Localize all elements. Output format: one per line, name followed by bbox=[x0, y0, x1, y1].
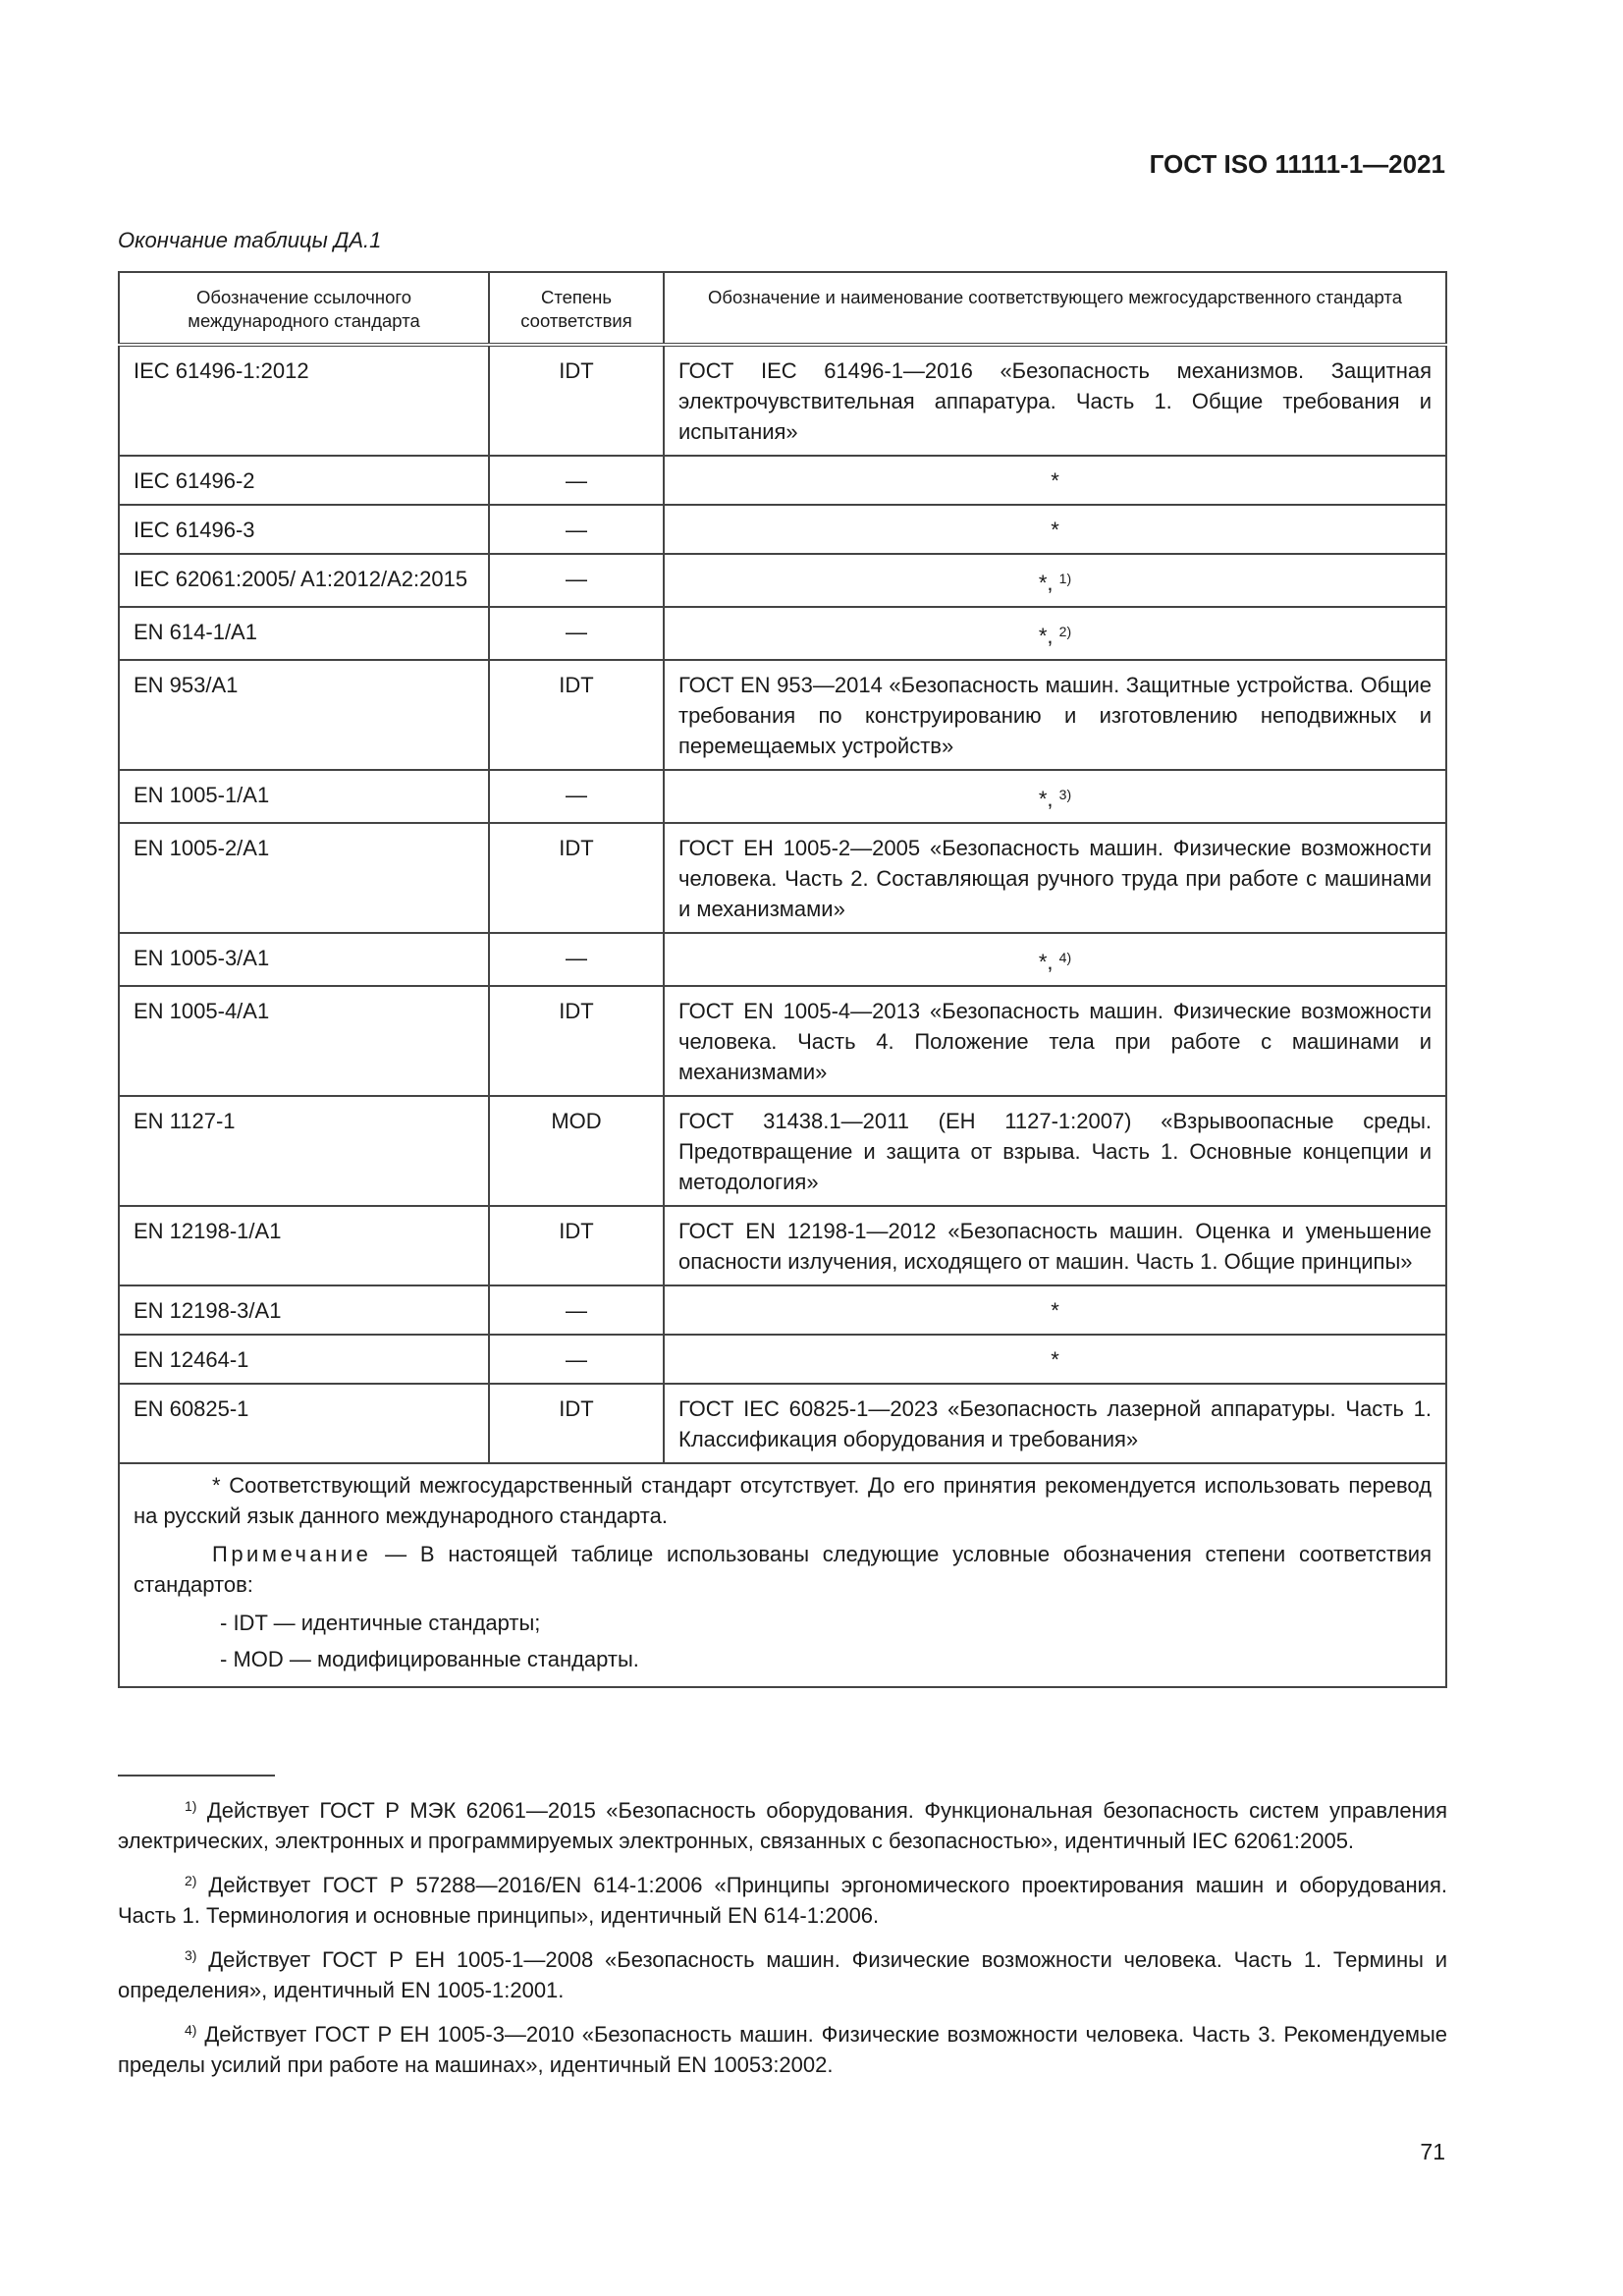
footnote-mark: 1) bbox=[185, 1798, 197, 1814]
interstate-standard-cell bbox=[664, 933, 1446, 986]
standard-text: * bbox=[1051, 518, 1059, 542]
table-row bbox=[119, 607, 1446, 660]
reference-standard-cell: EN 1127-1 bbox=[119, 1096, 489, 1206]
footnote-mark: 3) bbox=[185, 1947, 197, 1963]
footnote-text: Действует ГОСТ Р ЕН 1005-1—2008 «Безопасность машин. Физические возможности человека. Часть 1. Термины и определения», идентичный EN 1005-1:2001. bbox=[118, 1947, 1447, 2002]
reference-standard-cell: EN 1005-1/A1 bbox=[119, 770, 489, 823]
footnote bbox=[118, 1941, 1447, 2005]
table-row bbox=[119, 554, 1446, 607]
column-header-degree: Степень соответствия bbox=[489, 272, 664, 345]
table-row bbox=[119, 456, 1446, 505]
footnote-reference: 1) bbox=[1058, 571, 1072, 586]
page-number: 71 bbox=[1420, 2139, 1445, 2164]
note-label: Примечание bbox=[212, 1542, 372, 1566]
table-caption: Окончание таблицы ДА.1 bbox=[118, 228, 382, 252]
table-notes bbox=[119, 1463, 1446, 1687]
standard-text: *, bbox=[1038, 787, 1054, 811]
standard-text: *, bbox=[1038, 950, 1054, 974]
interstate-standard-cell bbox=[664, 1384, 1446, 1463]
degree-cell: — bbox=[489, 554, 664, 607]
note-text: — В настоящей таблице использованы следующие условные обозначения степени соответствия стандартов: bbox=[134, 1542, 1432, 1597]
standard-text: ГОСТ ЕН 1005-2—2005 «Безопасность машин. Физические возможности человека. Часть 2. Составляющая ручного труда при работе с машинами и механизмами» bbox=[678, 836, 1432, 921]
standard-text: *, bbox=[1038, 571, 1054, 595]
degree-cell: — bbox=[489, 1335, 664, 1384]
footnote-mark: 4) bbox=[185, 2022, 197, 2038]
interstate-standard-cell bbox=[664, 554, 1446, 607]
legend-item: - MOD — модифицированные стандарты. bbox=[220, 1647, 639, 1671]
degree-cell: IDT bbox=[489, 823, 664, 933]
footnote-text: Действует ГОСТ Р 57288—2016/EN 614-1:2006 «Принципы эргономического проектирования машин и оборудования. Часть 1. Терминология и основные принципы», идентичный EN 614-1:2006. bbox=[118, 1873, 1447, 1928]
standard-text: * bbox=[1051, 468, 1059, 493]
footnote-reference: 4) bbox=[1058, 950, 1072, 965]
degree-cell: IDT bbox=[489, 660, 664, 770]
degree-cell: MOD bbox=[489, 1096, 664, 1206]
reference-standard-cell: EN 1005-2/A1 bbox=[119, 823, 489, 933]
footnote-reference: 3) bbox=[1058, 787, 1072, 802]
degree-cell: — bbox=[489, 607, 664, 660]
degree-cell: IDT bbox=[489, 345, 664, 456]
column-header-reference: Обозначение ссылочного международного стандарта bbox=[119, 272, 489, 345]
table-row bbox=[119, 660, 1446, 770]
degree-cell: IDT bbox=[489, 1384, 664, 1463]
interstate-standard-cell bbox=[664, 660, 1446, 770]
table-row bbox=[119, 1285, 1446, 1335]
legend-item: - IDT — идентичные стандарты; bbox=[220, 1611, 541, 1635]
degree-cell: — bbox=[489, 1285, 664, 1335]
column-header-standard: Обозначение и наименование соответствующего межгосударственного стандарта bbox=[664, 272, 1446, 345]
interstate-standard-cell bbox=[664, 1096, 1446, 1206]
reference-standard-cell: EN 1005-4/A1 bbox=[119, 986, 489, 1096]
reference-standard-cell: IEC 61496-2 bbox=[119, 456, 489, 505]
star-note: * Соответствующий межгосударственный стандарт отсутствует. До его принятия рекомендуется использовать перевод на русский язык данного международного стандарта. bbox=[134, 1473, 1432, 1528]
table-row bbox=[119, 1206, 1446, 1285]
table-row bbox=[119, 1384, 1446, 1463]
standard-text: ГОСТ 31438.1—2011 (ЕН 1127-1:2007) «Взрывоопасные среды. Предотвращение и защита от взрыва. Часть 1. Основные концепции и методология» bbox=[678, 1109, 1432, 1194]
footnote-mark: 2) bbox=[185, 1873, 197, 1888]
standards-table bbox=[118, 271, 1447, 1688]
table-row bbox=[119, 345, 1446, 456]
footnote bbox=[118, 1791, 1447, 1856]
footnote-text: Действует ГОСТ Р ЕН 1005-3—2010 «Безопасность машин. Физические возможности человека. Часть 3. Рекомендуемые пределы усилий при работе на машинах», идентичный EN 10053:2002. bbox=[118, 2022, 1447, 2077]
note-paragraph bbox=[134, 1539, 1432, 1600]
degree-cell: — bbox=[489, 770, 664, 823]
standard-text: ГОСТ IEC 61496-1—2016 «Безопасность механизмов. Защитная электрочувствительная аппаратура. Часть 1. Общие требования и испытания» bbox=[678, 358, 1432, 444]
reference-standard-cell: EN 60825-1 bbox=[119, 1384, 489, 1463]
standard-text: * bbox=[1051, 1298, 1059, 1323]
standard-text: * bbox=[1051, 1347, 1059, 1372]
interstate-standard-cell bbox=[664, 1285, 1446, 1335]
degree-cell: — bbox=[489, 933, 664, 986]
table-row bbox=[119, 933, 1446, 986]
interstate-standard-cell bbox=[664, 505, 1446, 554]
reference-standard-cell: EN 953/A1 bbox=[119, 660, 489, 770]
footnote-separator bbox=[118, 1775, 275, 1777]
table-row bbox=[119, 770, 1446, 823]
footnote bbox=[118, 1866, 1447, 1931]
reference-standard-cell: EN 12198-3/A1 bbox=[119, 1285, 489, 1335]
degree-cell: IDT bbox=[489, 1206, 664, 1285]
interstate-standard-cell bbox=[664, 986, 1446, 1096]
table-row bbox=[119, 505, 1446, 554]
footnote bbox=[118, 2015, 1447, 2080]
table-row bbox=[119, 1096, 1446, 1206]
table-notes-row bbox=[119, 1463, 1446, 1687]
footnotes bbox=[118, 1791, 1447, 2090]
footnote-text: Действует ГОСТ Р МЭК 62061—2015 «Безопасность оборудования. Функциональная безопасность систем управления электрических, электронных и программируемых электронных, связанных с безопасностью», идентичный IEC 62061:2005. bbox=[118, 1798, 1447, 1853]
interstate-standard-cell bbox=[664, 345, 1446, 456]
interstate-standard-cell bbox=[664, 823, 1446, 933]
table-row bbox=[119, 823, 1446, 933]
reference-standard-cell: EN 614-1/A1 bbox=[119, 607, 489, 660]
interstate-standard-cell bbox=[664, 770, 1446, 823]
interstate-standard-cell bbox=[664, 456, 1446, 505]
degree-cell: IDT bbox=[489, 986, 664, 1096]
interstate-standard-cell bbox=[664, 607, 1446, 660]
standard-text: ГОСТ EN 953—2014 «Безопасность машин. Защитные устройства. Общие требования по конструированию и изготовлению неподвижных и перемещаемых устройств» bbox=[678, 673, 1432, 758]
reference-standard-cell: EN 12198-1/A1 bbox=[119, 1206, 489, 1285]
table-row bbox=[119, 1335, 1446, 1384]
reference-standard-cell: EN 1005-3/A1 bbox=[119, 933, 489, 986]
standard-text: *, bbox=[1038, 624, 1054, 648]
degree-cell: — bbox=[489, 505, 664, 554]
standard-text: ГОСТ EN 1005-4—2013 «Безопасность машин. Физические возможности человека. Часть 4. Положение тела при работе с машинами и механизмами» bbox=[678, 999, 1432, 1084]
standard-text: ГОСТ EN 12198-1—2012 «Безопасность машин. Оценка и уменьшение опасности излучения, исходящего от машин. Часть 1. Общие принципы» bbox=[678, 1219, 1432, 1274]
table-header-row bbox=[119, 272, 1446, 345]
reference-standard-cell: EN 12464-1 bbox=[119, 1335, 489, 1384]
interstate-standard-cell bbox=[664, 1335, 1446, 1384]
reference-standard-cell: IEC 61496-3 bbox=[119, 505, 489, 554]
footnote-reference: 2) bbox=[1058, 624, 1072, 639]
interstate-standard-cell bbox=[664, 1206, 1446, 1285]
degree-cell: — bbox=[489, 456, 664, 505]
reference-standard-cell: IEC 61496-1:2012 bbox=[119, 345, 489, 456]
document-code: ГОСТ ISO 11111-1—2021 bbox=[1149, 149, 1445, 179]
standard-text: ГОСТ IEC 60825-1—2023 «Безопасность лазерной аппаратуры. Часть 1. Классификация оборудования и требования» bbox=[678, 1396, 1432, 1451]
table-row bbox=[119, 986, 1446, 1096]
reference-standard-cell: IEC 62061:2005/ A1:2012/A2:2015 bbox=[119, 554, 489, 607]
